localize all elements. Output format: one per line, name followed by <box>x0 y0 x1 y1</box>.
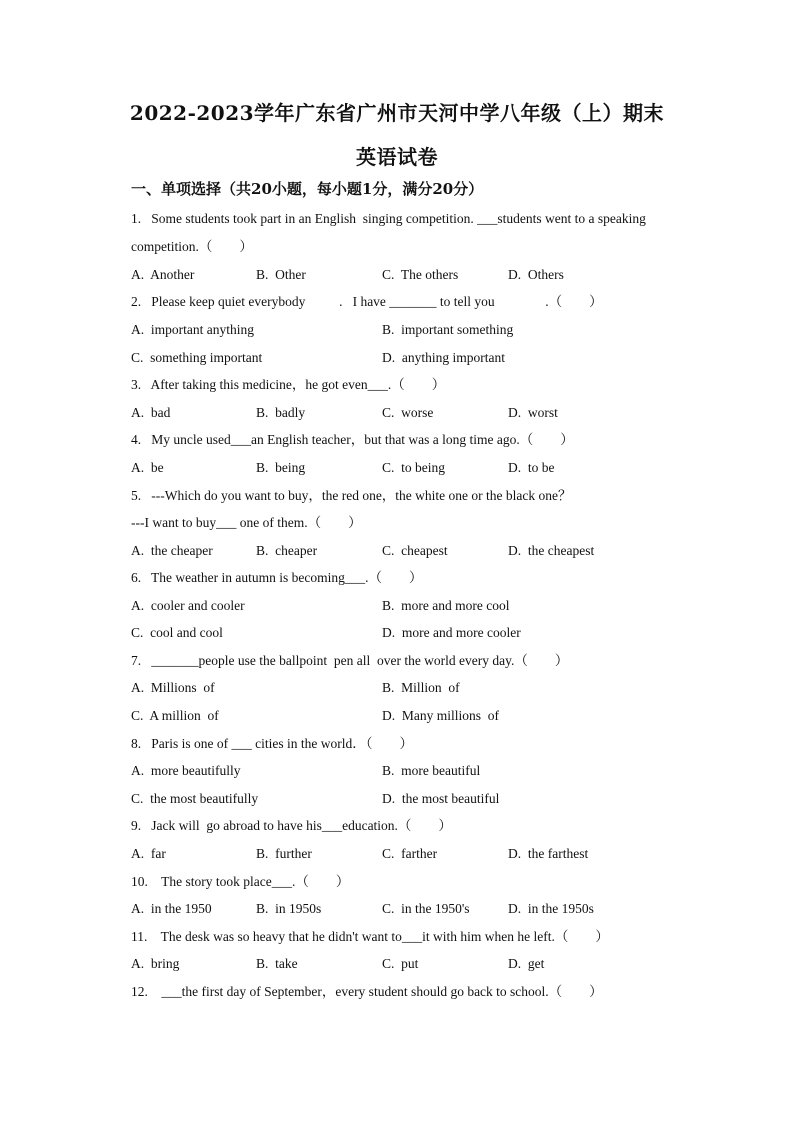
question-2-option-a: A. important anything <box>131 322 254 337</box>
question-7-stem: 7. _______people use the ballpoint pen all over the world every day.（ ） <box>131 653 569 668</box>
question-8-option-a: A. more beautifully <box>131 763 241 778</box>
question-10-option-c: C. in the 1950's <box>382 901 470 916</box>
question-10-option-d: D. in the 1950s <box>508 901 594 916</box>
question-3-option-b: B. badly <box>256 405 306 420</box>
question-6-option-a: A. cooler and cooler <box>131 598 245 613</box>
question-1-option-c: C. The others <box>382 267 459 282</box>
question-5-option-d: D. the cheapest <box>508 543 595 558</box>
question-10-option-a: A. in the 1950 <box>131 901 212 916</box>
question-4-option-d: D. to be <box>508 460 555 475</box>
exam-title: 2022-2023学年广东省广州市天河中学八年级（上）期末 <box>129 101 665 125</box>
question-11-option-c: C. put <box>382 956 419 971</box>
question-10-stem: 10. The story took place___.（ ） <box>131 874 350 889</box>
question-3-option-c: C. worse <box>382 405 434 420</box>
question-1-option-a: A. Another <box>131 267 195 282</box>
question-9-stem: 9. Jack will go abroad to have his___education.（ ） <box>131 818 452 833</box>
question-8-option-b: B. more beautiful <box>382 763 481 778</box>
question-2-option-d: D. anything important <box>382 350 505 365</box>
question-3-option-d: D. worst <box>508 405 558 420</box>
question-2-option-c: C. something important <box>131 350 263 365</box>
question-7-option-c: C. A million of <box>131 708 219 723</box>
exam-subtitle: 英语试卷 <box>356 145 438 169</box>
question-7-option-a: A. Millions of <box>131 680 215 695</box>
question-8-option-d: D. the most beautiful <box>382 791 500 806</box>
section-heading: 一、单项选择（共20小题，每小题1分，满分20分） <box>131 180 484 198</box>
question-4-option-c: C. to being <box>382 460 445 475</box>
question-6-stem: 6. The weather in autumn is becoming___.（ ） <box>131 570 423 585</box>
question-7-option-b: B. Million of <box>382 680 460 695</box>
question-2-stem: 2. Please keep quiet everybody . I have _______ to tell you .（ ） <box>131 294 603 309</box>
question-7-option-d: D. Many millions of <box>382 708 499 723</box>
question-11-option-b: B. take <box>256 956 298 971</box>
question-6-option-b: B. more and more cool <box>382 598 510 613</box>
question-1-stem-cont: competition.（ ） <box>131 239 253 254</box>
question-12-stem: 12. ___the first day of September，every student should go back to school.（ ） <box>131 984 603 999</box>
question-8-option-c: C. the most beautifully <box>131 791 259 806</box>
question-11-stem: 11. The desk was so heavy that he didn't want to___it with him when he left.（ ） <box>131 929 609 944</box>
question-1-stem: 1. Some students took part in an English singing competition. ___students went to a speaking <box>131 211 646 226</box>
question-3-stem: 3. After taking this medicine，he got even___.（ ） <box>131 377 446 392</box>
question-9-option-a: A. far <box>131 846 166 861</box>
question-11-option-d: D. get <box>508 956 545 971</box>
question-4-stem: 4. My uncle used___an English teacher，but that was a long time ago.（ ） <box>131 432 574 447</box>
question-8-stem: 8. Paris is one of ___ cities in the world．（ ） <box>131 736 413 751</box>
question-6-option-c: C. cool and cool <box>131 625 223 640</box>
question-4-option-a: A. be <box>131 460 164 475</box>
question-9-option-b: B. further <box>256 846 312 861</box>
question-9-option-c: C. farther <box>382 846 438 861</box>
question-4-option-b: B. being <box>256 460 306 475</box>
question-1-option-b: B. Other <box>256 267 306 282</box>
question-10-option-b: B. in 1950s <box>256 901 322 916</box>
question-1-option-d: D. Others <box>508 267 564 282</box>
question-5-option-a: A. the cheaper <box>131 543 213 558</box>
question-5-option-b: B. cheaper <box>256 543 318 558</box>
question-9-option-d: D. the farthest <box>508 846 589 861</box>
question-6-option-d: D. more and more cooler <box>382 625 521 640</box>
question-2-option-b: B. important something <box>382 322 514 337</box>
question-3-option-a: A. bad <box>131 405 171 420</box>
question-5-stem: 5. ---Which do you want to buy，the red one，the white one or the black one？ <box>131 488 572 503</box>
question-5-option-c: C. cheapest <box>382 543 448 558</box>
question-5-stem-cont: ---I want to buy___ one of them.（ ） <box>131 515 362 530</box>
question-11-option-a: A. bring <box>131 956 180 971</box>
